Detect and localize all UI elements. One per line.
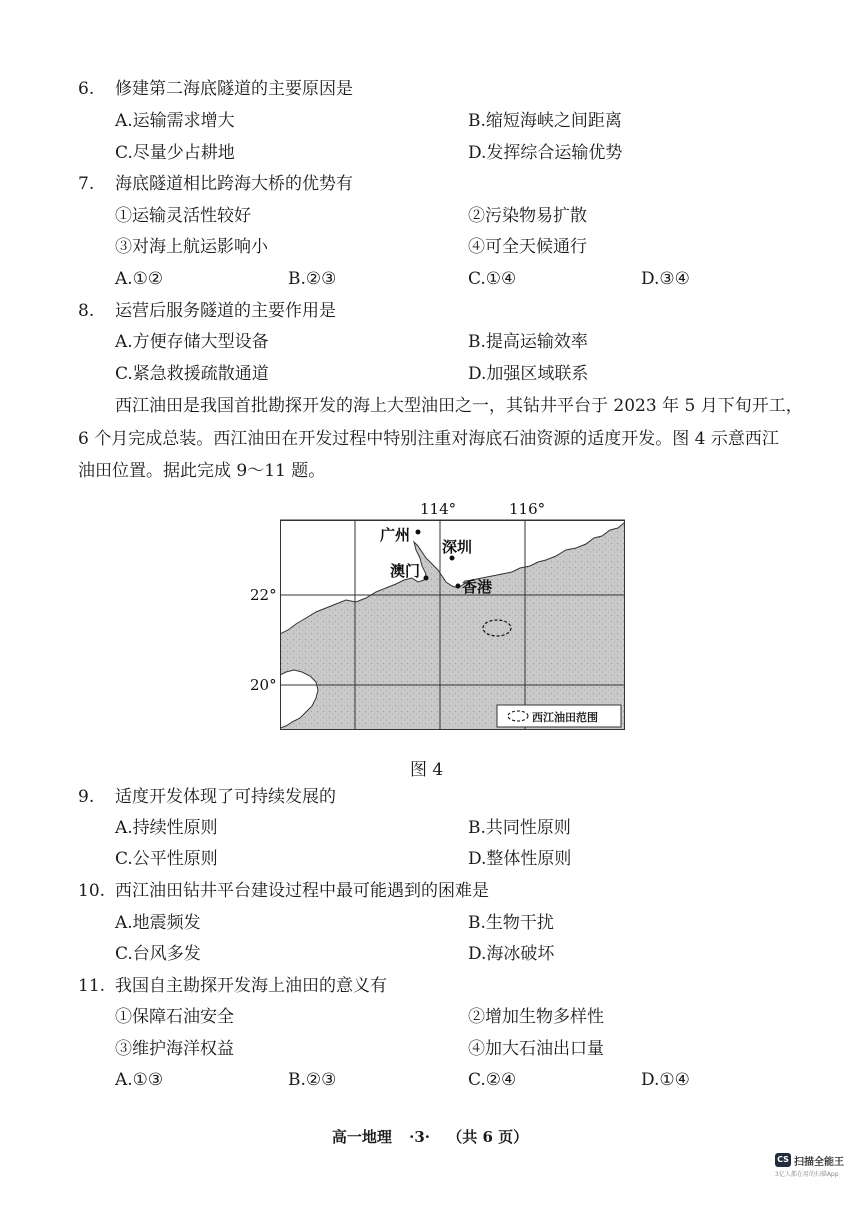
question-number: 7. <box>78 174 95 194</box>
statement-2: ②污染物易扩散 <box>468 206 587 226</box>
option-d: D.整体性原则 <box>468 849 572 869</box>
city-label-macau: 澳门 <box>390 562 421 580</box>
city-label-guangzhou: 广州 <box>380 526 411 544</box>
latitude-20: 20° <box>250 676 277 694</box>
option-d: D.海冰破坏 <box>468 944 555 964</box>
latitude-22: 22° <box>250 586 277 604</box>
statement-4: ④加大石油出口量 <box>468 1039 604 1059</box>
camscanner-logo-icon: CS <box>775 1153 791 1167</box>
question-stem: 修建第二海底隧道的主要原因是 <box>115 79 353 99</box>
statement-3: ③对海上航运影响小 <box>115 237 268 257</box>
city-dot-macau <box>424 576 429 581</box>
question-number: 8. <box>78 301 95 321</box>
page-footer <box>0 1126 860 1147</box>
option-b: B.缩短海峡之间距离 <box>468 111 622 131</box>
passage-line: 油田位置。据此完成 9～11 题。 <box>78 461 326 481</box>
option-a: A.持续性原则 <box>115 818 218 838</box>
city-label-hongkong: 香港 <box>462 578 493 596</box>
question-number: 9. <box>78 787 95 807</box>
option-c: C.台风多发 <box>115 944 201 964</box>
question-number: 6. <box>78 79 95 99</box>
option-d: D.发挥综合运输优势 <box>468 143 623 163</box>
city-dot-guangzhou <box>416 530 421 535</box>
option-c: C.公平性原则 <box>115 849 218 869</box>
question-number: 10. <box>78 881 106 901</box>
watermark-subtitle: 3亿人都在用的扫描App <box>775 1171 839 1178</box>
question-stem: 适度开发体现了可持续发展的 <box>115 787 336 807</box>
statement-2: ②增加生物多样性 <box>468 1007 604 1027</box>
longitude-114: 114° <box>420 500 457 518</box>
footer-subject: 高一地理 <box>331 1128 392 1146</box>
option-a: A.①② <box>115 269 164 289</box>
option-b: B.②③ <box>288 1070 337 1090</box>
figure-caption: 图 4 <box>410 760 444 780</box>
statement-1: ①保障石油安全 <box>115 1007 234 1027</box>
footer-page-number: ·3· <box>409 1128 430 1146</box>
city-label-shenzhen: 深圳 <box>442 538 473 556</box>
option-c: C.②④ <box>468 1070 517 1090</box>
question-stem: 运营后服务隧道的主要作用是 <box>115 301 336 321</box>
option-d: D.③④ <box>641 269 690 289</box>
option-a: A.方便存储大型设备 <box>115 332 269 352</box>
option-b: B.共同性原则 <box>468 818 571 838</box>
oilfield-map <box>250 500 625 740</box>
option-c: C.尽量少占耕地 <box>115 143 235 163</box>
option-b: B.生物干扰 <box>468 913 554 933</box>
longitude-116: 116° <box>509 500 546 518</box>
scanner-watermark <box>775 1150 860 1190</box>
watermark-name: 扫描全能王 <box>794 1157 844 1168</box>
city-dot-hongkong <box>456 584 461 589</box>
option-a: A.①③ <box>115 1070 164 1090</box>
passage-line: 西江油田是我国首批勘探开发的海上大型油田之一，其钻井平台于 2023 年 5 月下旬开工， <box>115 396 803 416</box>
passage-line: 6 个月完成总装。西江油田在开发过程中特别注重对海底石油资源的适度开发。图 4 示意西江 <box>78 429 779 449</box>
question-stem: 我国自主勘探开发海上油田的意义有 <box>115 976 387 996</box>
option-b: B.提高运输效率 <box>468 332 588 352</box>
statement-1: ①运输灵活性较好 <box>115 206 251 226</box>
option-b: B.②③ <box>288 269 337 289</box>
question-number: 11. <box>78 976 106 996</box>
statement-3: ③维护海洋权益 <box>115 1039 234 1059</box>
footer-total-pages: （共 6 页） <box>447 1128 529 1146</box>
option-d: D.①④ <box>641 1070 690 1090</box>
statement-4: ④可全天候通行 <box>468 237 587 257</box>
legend-label: 西江油田范围 <box>532 711 598 724</box>
option-d: D.加强区域联系 <box>468 364 589 384</box>
option-a: A.运输需求增大 <box>115 111 235 131</box>
question-stem: 海底隧道相比跨海大桥的优势有 <box>115 174 353 194</box>
option-c: C.①④ <box>468 269 517 289</box>
option-a: A.地震频发 <box>115 913 201 933</box>
question-stem: 西江油田钻井平台建设过程中最可能遇到的困难是 <box>115 881 489 901</box>
option-c: C.紧急救援疏散通道 <box>115 364 269 384</box>
